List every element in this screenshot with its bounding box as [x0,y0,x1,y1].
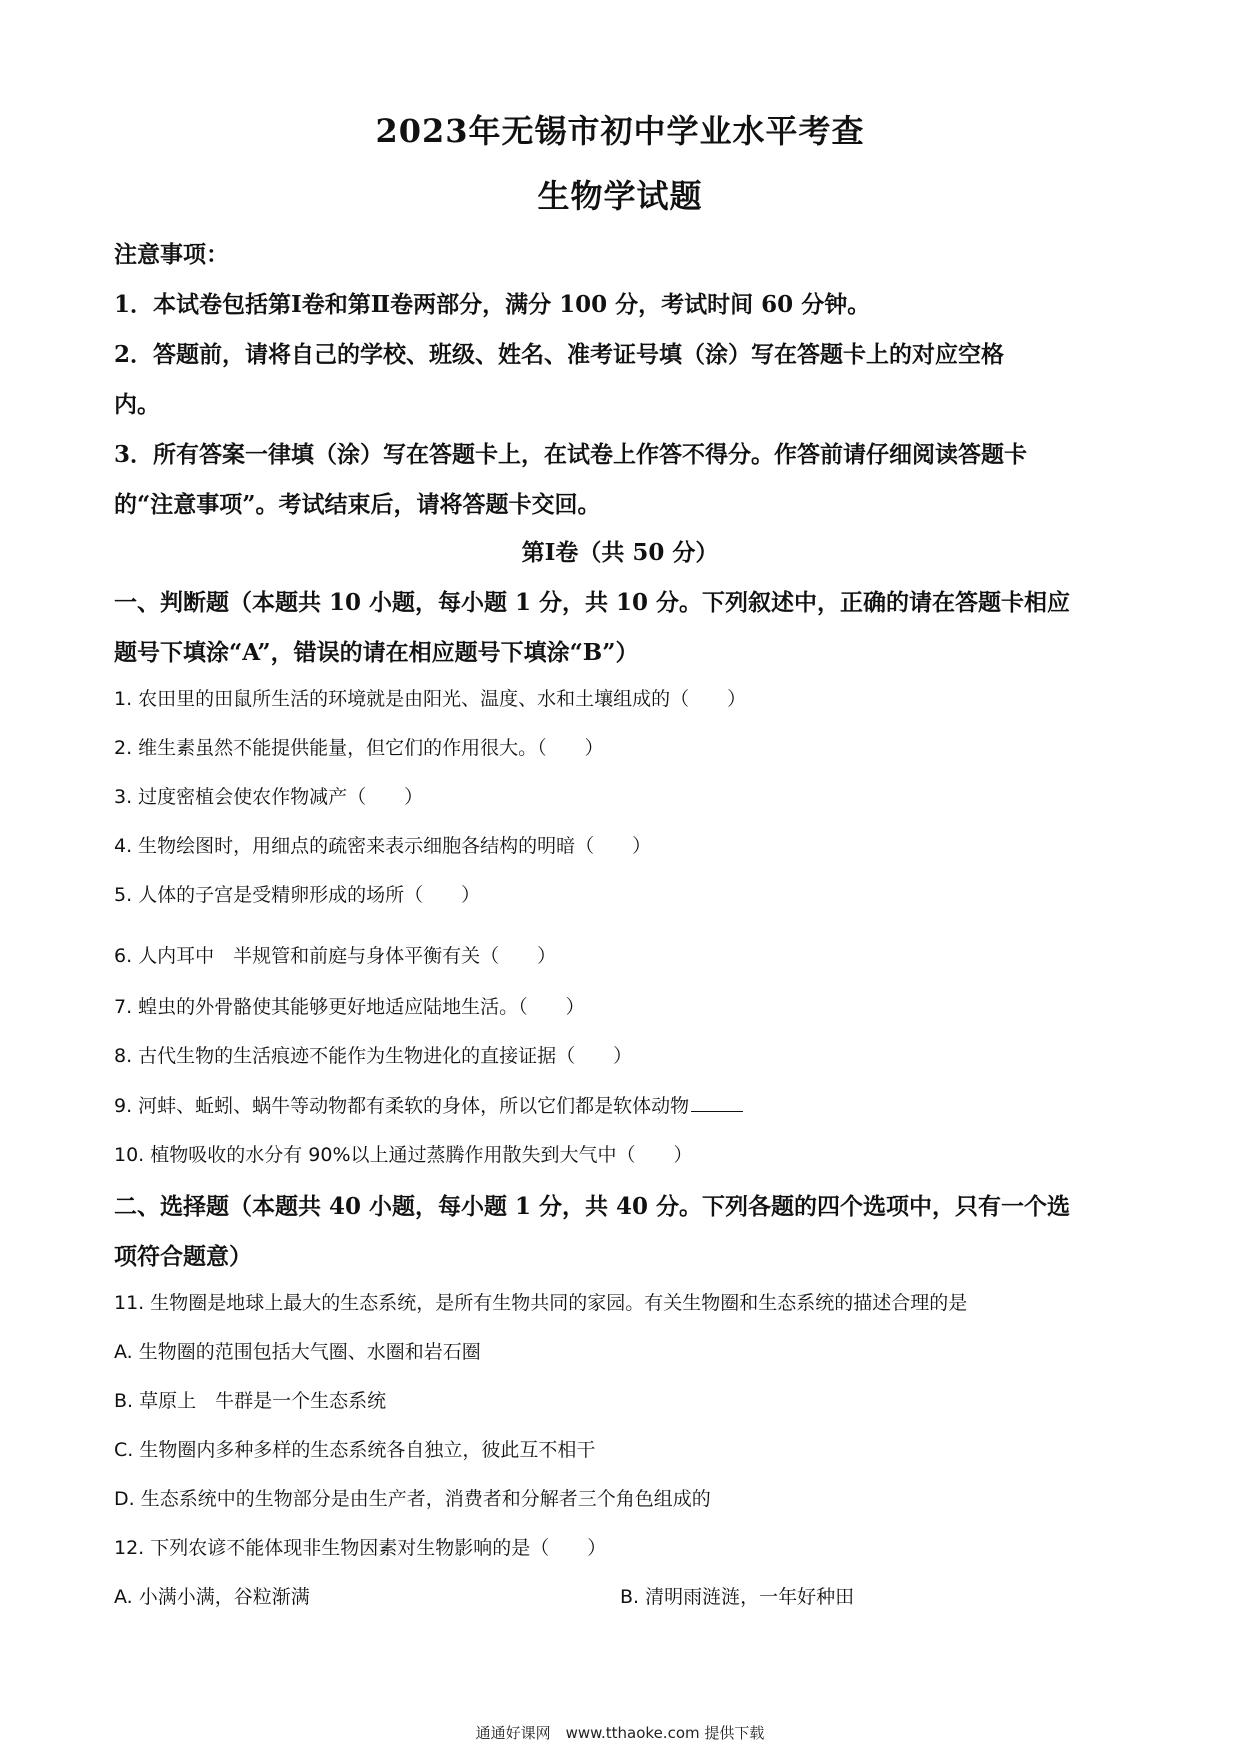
question-11-option-d: D. 生态系统中的生物部分是由生产者，消费者和分解者三个角色组成的 [114,1488,711,1510]
question-3: 3. 过度密植会使农作物减产（ ） [114,786,424,808]
notice-line-1: 1．本试卷包括第Ⅰ卷和第Ⅱ卷两部分，满分 100 分，考试时间 60 分钟。 [114,291,871,318]
question-8: 8. 古代生物的生活痕迹不能作为生物进化的直接证据（ ） [114,1045,633,1067]
question-11-option-c: C. 生物圈内多种多样的生态系统各自独立，彼此互不相干 [114,1439,596,1461]
question-11: 11. 生物圈是地球上最大的生态系统，是所有生物共同的家园。有关生物圈和生态系统的描述合理的是 [114,1292,968,1314]
footer-watermark: 通通好课网 www.tthaoke.com 提供下载 [475,1724,765,1742]
question-2: 2. 维生素虽然不能提供能量，但它们的作用很大。（ ） [114,737,604,759]
question-12-option-b: B. 清明雨涟涟，一年好种田 [620,1586,855,1608]
question-4: 4. 生物绘图时，用细点的疏密来表示细胞各结构的明暗（ ） [114,835,652,857]
notice-line-2a: 2．答题前，请将自己的学校、班级、姓名、准考证号填（涂）写在答题卡上的对应空格 [114,341,1005,368]
exam-title: 2023年无锡市初中学业水平考查 [375,112,865,150]
section-1-heading-b: 题号下填涂“A”，错误的请在相应题号下填涂“B”） [114,639,639,666]
question-5: 5. 人体的子宫是受精卵形成的场所（ ） [114,884,481,906]
question-9 [114,1091,743,1118]
notice-line-3b: 的“注意事项”。考试结束后，请将答题卡交回。 [114,491,601,518]
question-11-option-b: B. 草原上 牛群是一个生态系统 [114,1390,387,1412]
section-2-heading-b: 项符合题意） [114,1243,252,1270]
question-6: 6. 人内耳中 半规管和前庭与身体平衡有关（ ） [114,945,557,967]
notice-line-3a: 3．所有答案一律填（涂）写在答题卡上，在试卷上作答不得分。作答前请仔细阅读答题卡 [114,441,1028,468]
question-12: 12. 下列农谚不能体现非生物因素对生物影响的是（ ） [114,1537,607,1559]
question-12-option-a: A. 小满小满，谷粒渐满 [114,1586,310,1608]
part-1-heading: 第Ⅰ卷（共 50 分） [521,539,719,566]
question-1: 1. 农田里的田鼠所生活的环境就是由阳光、温度、水和土壤组成的（ ） [114,688,747,710]
notice-heading: 注意事项： [114,241,229,268]
question-7: 7. 蝗虫的外骨骼使其能够更好地适应陆地生活。（ ） [114,996,585,1018]
answer-blank [691,1095,743,1112]
question-11-option-a: A. 生物圈的范围包括大气圈、水圈和岩石圈 [114,1341,481,1363]
exam-subtitle: 生物学试题 [537,177,703,215]
question-9-text: 9. 河蚌、蚯蚓、蜗牛等动物都有柔软的身体，所以它们都是软体动物 [114,1095,690,1117]
section-1-heading-a: 一、判断题（本题共 10 小题，每小题 1 分，共 10 分。下列叙述中，正确的请在答题卡相应 [114,589,1071,616]
question-10: 10. 植物吸收的水分有 90%以上通过蒸腾作用散失到大气中（ ） [114,1144,693,1166]
section-2-heading-a: 二、选择题（本题共 40 小题，每小题 1 分，共 40 分。下列各题的四个选项中，只有一个选 [114,1193,1071,1220]
notice-line-2b: 内。 [114,391,160,418]
